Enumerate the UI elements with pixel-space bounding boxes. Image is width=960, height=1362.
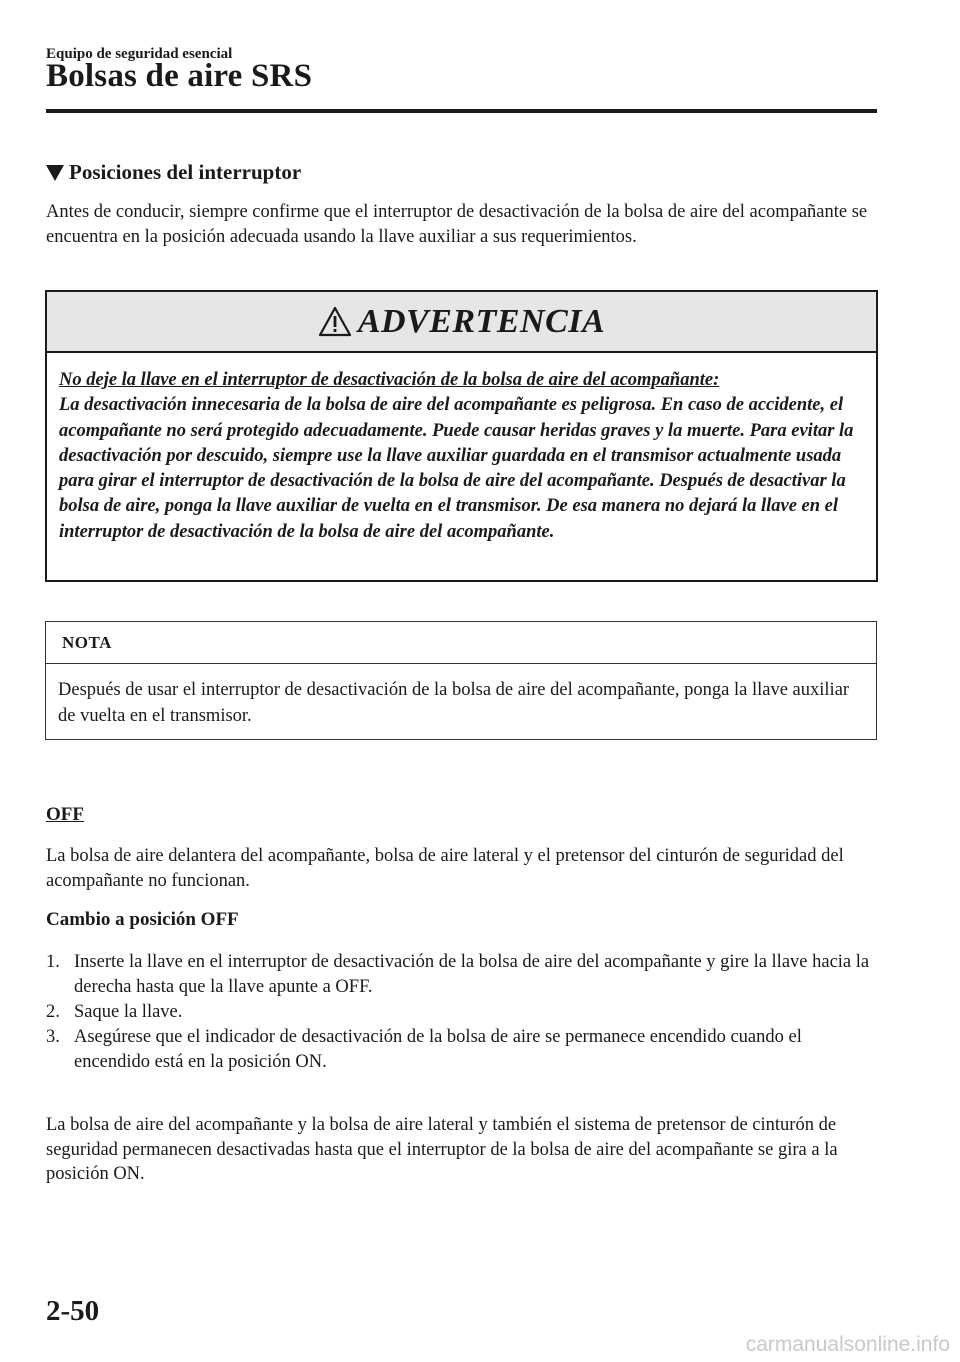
page-number: 2-50: [46, 1295, 100, 1327]
step-text: Inserte la llave en el interruptor de desactivación de la bolsa de aire del acompañante y gire la llave hacia la derecha hasta que la llave apunte a OFF.: [74, 952, 870, 997]
intro-paragraph: Antes de conducir, siempre confirme que el interruptor de desactivación de la bolsa de aire del acompañante se encuentra en la posición adecuada usando la llave auxiliar a sus requerimientos.: [46, 202, 868, 247]
triangle-down-icon: [46, 165, 64, 181]
warning-lead: No deje la llave en el interruptor de desactivación de la bolsa de aire del acompañante:: [59, 370, 720, 390]
warning-box: [45, 290, 878, 582]
section-kicker: Equipo de seguridad esencial: [46, 46, 233, 62]
note-box: [45, 621, 877, 740]
step-number: 2.: [46, 1002, 60, 1022]
step-number: 3.: [46, 1027, 60, 1047]
warning-text: La desactivación innecesaria de la bolsa de aire del acompañante es peligrosa. En caso de accidente, el acompañante no será protegido adecuadamente. Puede causar heridas graves y la muerte. Para evitar la desactivación por descuido, siempre use la llave auxiliar guardada en el transmisor actualmente usada para girar el interruptor de desactivación de la bolsa de aire del acompañante. Después de desactivar la bolsa de aire, ponga la llave auxiliar de vuelta en el transmisor. De esa manera no dejará la llave en el interruptor de desactivación de la bolsa de aire del acompañante.: [59, 395, 854, 542]
list-item: [46, 1025, 878, 1075]
steps-list: [46, 950, 878, 1075]
step-text: Saque la llave.: [74, 1002, 183, 1022]
section-heading-text: Posiciones del interruptor: [69, 160, 302, 184]
note-title: NOTA: [46, 622, 876, 664]
warning-header: [47, 292, 876, 353]
warning-triangle-icon: [318, 306, 352, 337]
list-item: [46, 950, 878, 1000]
page-title: Bolsas de aire SRS: [46, 58, 313, 94]
watermark: carmanualsonline.info: [745, 1333, 950, 1356]
title-rule: [46, 109, 877, 113]
step-text: Asegúrese que el indicador de desactivación de la bolsa de aire se permanece encendido cuando el encendido está en la posición ON.: [74, 1027, 802, 1072]
list-item: [46, 1000, 878, 1025]
off-description: La bolsa de aire delantera del acompañante, bolsa de aire lateral y el pretensor del cinturón de seguridad del acompañante no funcionan.: [46, 846, 844, 891]
off-heading: OFF: [46, 804, 84, 825]
note-body: Después de usar el interruptor de desactivación de la bolsa de aire del acompañante, ponga la llave auxiliar de vuelta en el transmisor.: [58, 680, 850, 726]
step-number: 1.: [46, 952, 60, 972]
warning-title: ADVERTENCIA: [357, 302, 606, 340]
final-paragraph: La bolsa de aire del acompañante y la bolsa de aire lateral y también el sistema de pretensor de cinturón de seguridad permanecen desactivadas hasta que el interruptor de la bolsa de aire del acompañante se gira a la posición ON.: [46, 1115, 838, 1184]
off-subheading: Cambio a posición OFF: [46, 909, 239, 930]
warning-body: [47, 353, 876, 545]
section-heading: [46, 160, 301, 185]
